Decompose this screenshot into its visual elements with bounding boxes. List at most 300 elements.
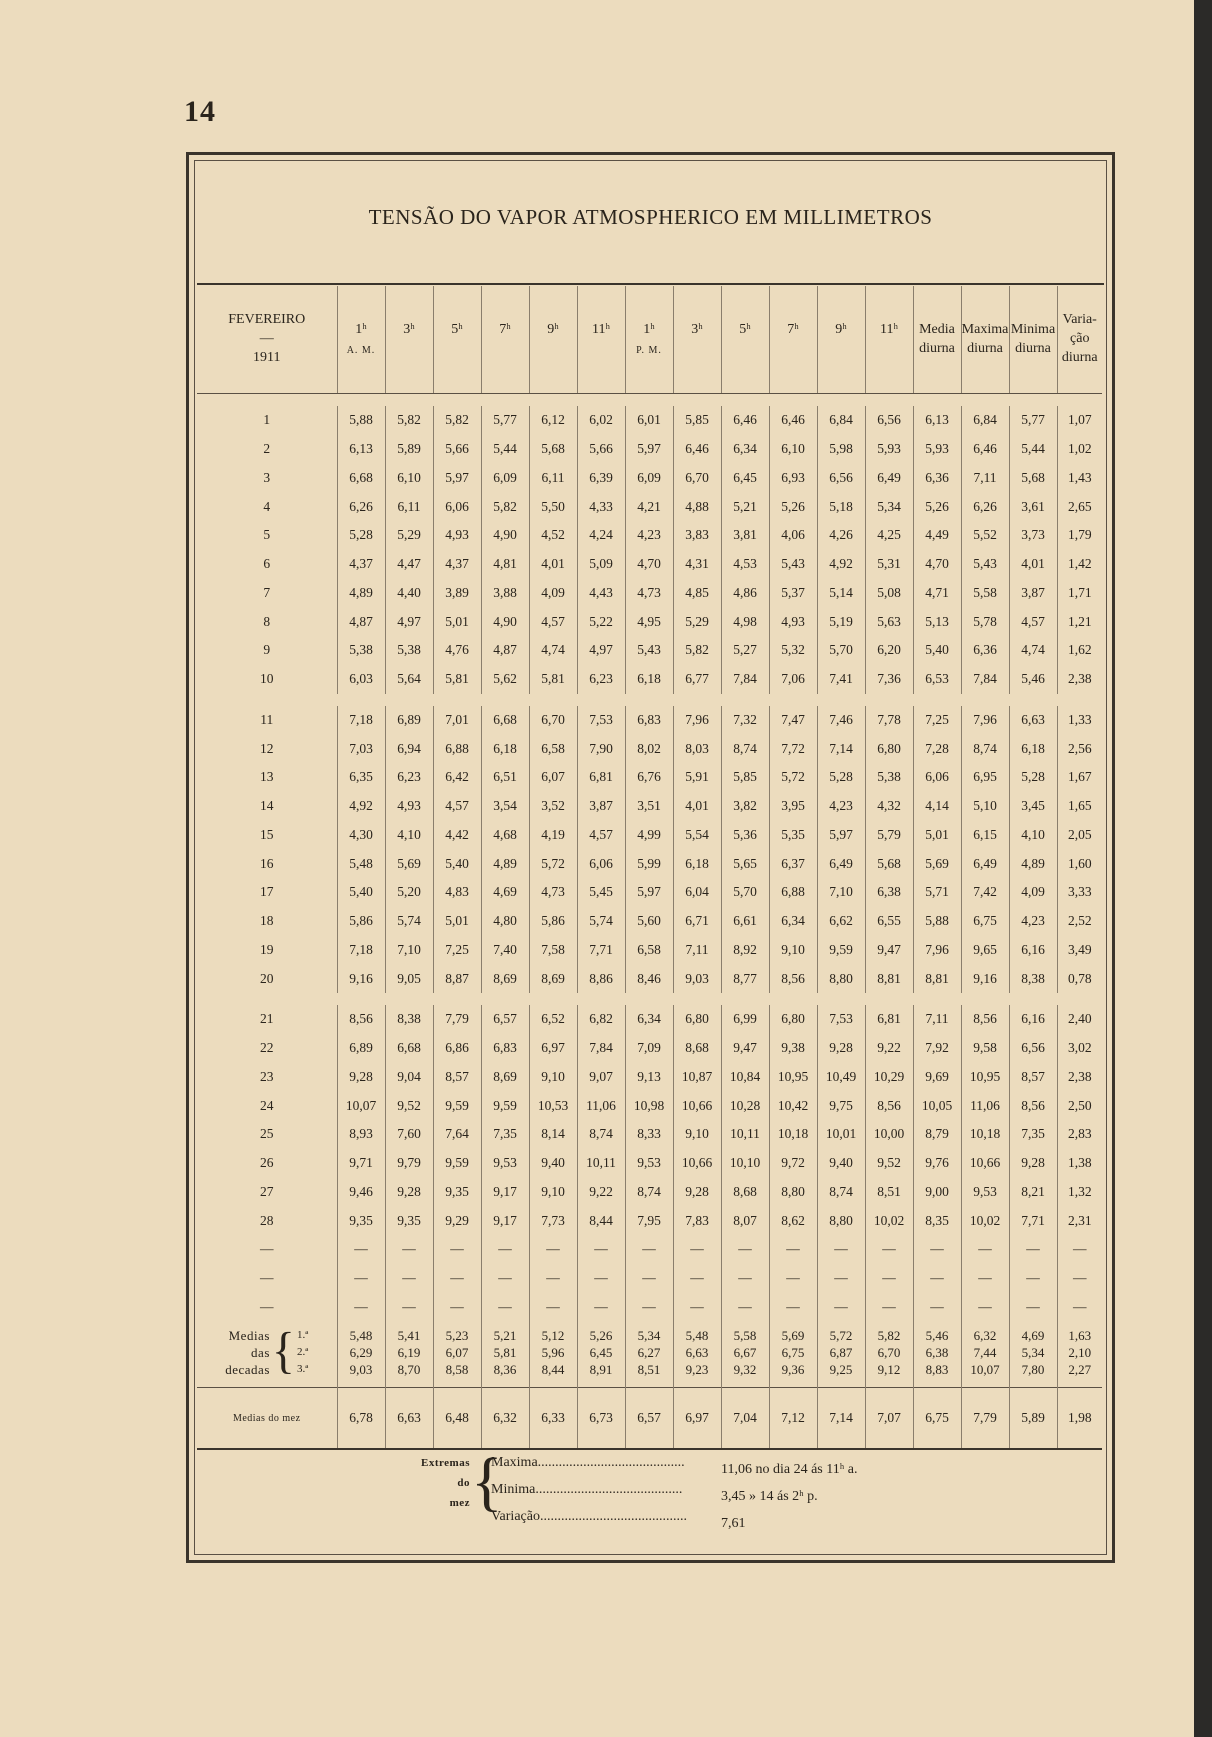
value-cell: 7,35 bbox=[481, 1120, 529, 1149]
value-cell: 10,18 bbox=[961, 1120, 1009, 1149]
table-row bbox=[197, 849, 1102, 878]
value-cell: 6,10 bbox=[385, 464, 433, 493]
value-cell: 7,25 bbox=[913, 706, 961, 735]
value-cell: 5,78 bbox=[961, 607, 1009, 636]
value-cell: 6,93 bbox=[769, 464, 817, 493]
decade-mean-cell: 5,82 6,70 9,12 bbox=[865, 1321, 913, 1388]
value-cell: 8,74 bbox=[577, 1120, 625, 1149]
value-cell: 5,86 bbox=[337, 907, 385, 936]
hour-header: 7ʰ bbox=[769, 286, 817, 394]
value-cell: 6,68 bbox=[385, 1034, 433, 1063]
table-row bbox=[197, 763, 1102, 792]
month-mean-cell: 6,33 bbox=[529, 1388, 577, 1450]
value-cell: 1,79 bbox=[1057, 521, 1102, 550]
page-number: 14 bbox=[184, 95, 216, 128]
value-cell: 5,40 bbox=[433, 849, 481, 878]
value-cell: 4,92 bbox=[817, 550, 865, 579]
value-cell: 9,47 bbox=[721, 1034, 769, 1063]
value-cell: — bbox=[865, 1264, 913, 1293]
stat-header-max: Maxima diurna bbox=[961, 286, 1009, 394]
value-cell: 7,35 bbox=[1009, 1120, 1057, 1149]
day-cell: — bbox=[260, 1298, 274, 1314]
value-cell: 5,97 bbox=[625, 878, 673, 907]
stat-header-variation: Varia-ção diurna bbox=[1057, 286, 1102, 394]
value-cell: 5,74 bbox=[577, 907, 625, 936]
value-cell: 5,81 bbox=[433, 665, 481, 694]
month-header bbox=[197, 286, 337, 394]
value-cell: 5,38 bbox=[865, 763, 913, 792]
value-cell: 5,60 bbox=[625, 907, 673, 936]
value-cell: 4,09 bbox=[529, 579, 577, 608]
value-cell: 6,09 bbox=[481, 464, 529, 493]
value-cell: 5,68 bbox=[1009, 464, 1057, 493]
value-cell: 5,01 bbox=[433, 907, 481, 936]
value-cell: 7,71 bbox=[577, 936, 625, 965]
value-cell: — bbox=[961, 1293, 1009, 1322]
value-cell: 7,11 bbox=[913, 1005, 961, 1034]
value-cell: 5,68 bbox=[865, 849, 913, 878]
value-cell: 8,87 bbox=[433, 964, 481, 993]
stat-header-mean: Media diurna bbox=[913, 286, 961, 394]
value-cell: 8,57 bbox=[433, 1063, 481, 1092]
value-cell: 6,83 bbox=[625, 706, 673, 735]
value-cell: 7,78 bbox=[865, 706, 913, 735]
value-cell: 4,97 bbox=[577, 636, 625, 665]
value-cell: 6,42 bbox=[433, 763, 481, 792]
table-row bbox=[197, 1235, 1102, 1264]
value-cell: 8,80 bbox=[817, 964, 865, 993]
value-cell: 0,78 bbox=[1057, 964, 1102, 993]
value-cell: 5,68 bbox=[529, 435, 577, 464]
value-cell: 7,53 bbox=[817, 1005, 865, 1034]
value-cell: 3,61 bbox=[1009, 492, 1057, 521]
day-cell: 19 bbox=[260, 941, 274, 957]
value-cell: 6,23 bbox=[385, 763, 433, 792]
value-cell: 4,47 bbox=[385, 550, 433, 579]
value-cell: 9,22 bbox=[577, 1178, 625, 1207]
value-cell: — bbox=[529, 1264, 577, 1293]
value-cell: 7,83 bbox=[673, 1206, 721, 1235]
value-cell: 9,75 bbox=[817, 1091, 865, 1120]
day-cell: 7 bbox=[263, 584, 271, 600]
table-row bbox=[197, 792, 1102, 821]
month-mean-cell: 6,63 bbox=[385, 1388, 433, 1450]
day-cell: 22 bbox=[260, 1040, 274, 1056]
day-cell: 21 bbox=[260, 1011, 274, 1027]
value-cell: 6,56 bbox=[865, 406, 913, 435]
value-cell: 8,80 bbox=[817, 1206, 865, 1235]
value-cell: 2,50 bbox=[1057, 1091, 1102, 1120]
value-cell: 5,28 bbox=[1009, 763, 1057, 792]
table-row bbox=[197, 1120, 1102, 1149]
value-cell: — bbox=[865, 1293, 913, 1322]
table-row bbox=[197, 1034, 1102, 1063]
value-cell: 6,84 bbox=[961, 406, 1009, 435]
value-cell: — bbox=[1057, 1235, 1102, 1264]
value-cell: 6,02 bbox=[577, 406, 625, 435]
value-cell: 9,17 bbox=[481, 1178, 529, 1207]
value-cell: 6,56 bbox=[817, 464, 865, 493]
value-cell: 4,30 bbox=[337, 821, 385, 850]
decade-mean-cell: 5,48 6,63 9,23 bbox=[673, 1321, 721, 1388]
value-cell: 9,35 bbox=[385, 1206, 433, 1235]
value-cell: — bbox=[337, 1235, 385, 1264]
value-cell: — bbox=[385, 1264, 433, 1293]
value-cell: 5,72 bbox=[769, 763, 817, 792]
value-cell: 7,03 bbox=[337, 734, 385, 763]
value-cell: 1,43 bbox=[1057, 464, 1102, 493]
value-cell: 6,18 bbox=[1009, 734, 1057, 763]
value-cell: 8,38 bbox=[1009, 964, 1057, 993]
value-cell: 6,52 bbox=[529, 1005, 577, 1034]
value-cell: 6,13 bbox=[913, 406, 961, 435]
value-cell: 1,21 bbox=[1057, 607, 1102, 636]
value-cell: 2,31 bbox=[1057, 1206, 1102, 1235]
table-row bbox=[197, 464, 1102, 493]
value-cell: 7,41 bbox=[817, 665, 865, 694]
hour-header: 1ʰ P. M. bbox=[625, 286, 673, 394]
value-cell: 5,40 bbox=[913, 636, 961, 665]
value-cell: 6,04 bbox=[673, 878, 721, 907]
value-cell: 7,53 bbox=[577, 706, 625, 735]
value-cell: 7,18 bbox=[337, 706, 385, 735]
value-cell: 8,33 bbox=[625, 1120, 673, 1149]
table-row bbox=[197, 1206, 1102, 1235]
value-cell: 4,10 bbox=[1009, 821, 1057, 850]
value-cell: 4,76 bbox=[433, 636, 481, 665]
day-cell: 23 bbox=[260, 1068, 274, 1084]
table-row bbox=[197, 936, 1102, 965]
value-cell: 5,29 bbox=[673, 607, 721, 636]
table-row bbox=[197, 964, 1102, 993]
value-cell: 10,66 bbox=[673, 1149, 721, 1178]
value-cell: 6,55 bbox=[865, 907, 913, 936]
value-cell: 5,44 bbox=[481, 435, 529, 464]
day-cell: 5 bbox=[263, 527, 271, 543]
value-cell: — bbox=[577, 1264, 625, 1293]
value-cell: 5,54 bbox=[673, 821, 721, 850]
value-cell: 6,07 bbox=[529, 763, 577, 792]
value-cell: — bbox=[913, 1235, 961, 1264]
value-cell: 6,13 bbox=[337, 435, 385, 464]
value-cell: 7,14 bbox=[817, 734, 865, 763]
value-cell: 5,93 bbox=[913, 435, 961, 464]
value-cell: 5,21 bbox=[721, 492, 769, 521]
table-row bbox=[197, 907, 1102, 936]
value-cell: 3,95 bbox=[769, 792, 817, 821]
day-cell: 10 bbox=[260, 671, 274, 687]
value-cell: 4,40 bbox=[385, 579, 433, 608]
value-cell: 9,53 bbox=[625, 1149, 673, 1178]
decade-mean-cell: 5,34 6,27 8,51 bbox=[625, 1321, 673, 1388]
value-cell: 6,18 bbox=[625, 665, 673, 694]
value-cell: 5,85 bbox=[721, 763, 769, 792]
value-cell: 5,99 bbox=[625, 849, 673, 878]
value-cell: 8,68 bbox=[721, 1178, 769, 1207]
value-cell: 9,38 bbox=[769, 1034, 817, 1063]
table-row bbox=[197, 706, 1102, 735]
hour-header: 9ʰ bbox=[817, 286, 865, 394]
value-cell: 3,54 bbox=[481, 792, 529, 821]
table-title: TENSÃO DO VAPOR ATMOSPHERICO EM MILLIMETROS bbox=[368, 205, 933, 229]
value-cell: 4,99 bbox=[625, 821, 673, 850]
value-cell: 4,71 bbox=[913, 579, 961, 608]
value-cell: 3,87 bbox=[577, 792, 625, 821]
value-cell: 9,65 bbox=[961, 936, 1009, 965]
value-cell: 10,05 bbox=[913, 1091, 961, 1120]
extremes-rows bbox=[491, 1453, 857, 1534]
value-cell: — bbox=[817, 1235, 865, 1264]
day-cell: 15 bbox=[260, 826, 274, 842]
value-cell: 6,36 bbox=[913, 464, 961, 493]
month-mean-cell: 6,97 bbox=[673, 1388, 721, 1450]
value-cell: 8,07 bbox=[721, 1206, 769, 1235]
value-cell: 4,73 bbox=[625, 579, 673, 608]
value-cell: 6,71 bbox=[673, 907, 721, 936]
value-cell: 6,38 bbox=[865, 878, 913, 907]
value-cell: 4,87 bbox=[481, 636, 529, 665]
value-cell: 6,83 bbox=[481, 1034, 529, 1063]
value-cell: 8,81 bbox=[913, 964, 961, 993]
value-cell: 5,28 bbox=[337, 521, 385, 550]
value-cell: 5,13 bbox=[913, 607, 961, 636]
value-cell: 6,81 bbox=[865, 1005, 913, 1034]
value-cell: 4,32 bbox=[865, 792, 913, 821]
value-cell: 2,83 bbox=[1057, 1120, 1102, 1149]
value-cell: 7,71 bbox=[1009, 1206, 1057, 1235]
month-dash: — bbox=[259, 331, 274, 347]
value-cell: 6,11 bbox=[529, 464, 577, 493]
value-cell: 4,06 bbox=[769, 521, 817, 550]
value-cell: 5,14 bbox=[817, 579, 865, 608]
value-cell: 7,84 bbox=[577, 1034, 625, 1063]
value-cell: 6,62 bbox=[817, 907, 865, 936]
month-mean-cell: 5,89 bbox=[1009, 1388, 1057, 1450]
value-cell: 7,46 bbox=[817, 706, 865, 735]
value-cell: 8,21 bbox=[1009, 1178, 1057, 1207]
value-cell: 8,74 bbox=[817, 1178, 865, 1207]
value-cell: 6,88 bbox=[433, 734, 481, 763]
value-cell: — bbox=[1009, 1264, 1057, 1293]
decade-mean-cell: 5,46 6,38 8,83 bbox=[913, 1321, 961, 1388]
value-cell: 7,84 bbox=[721, 665, 769, 694]
value-cell: 6,09 bbox=[625, 464, 673, 493]
value-cell: 5,20 bbox=[385, 878, 433, 907]
month-name: FEVEREIRO bbox=[228, 312, 306, 328]
value-cell: 4,09 bbox=[1009, 878, 1057, 907]
value-cell: 6,23 bbox=[577, 665, 625, 694]
value-cell: 8,46 bbox=[625, 964, 673, 993]
value-cell: 5,38 bbox=[385, 636, 433, 665]
extreme-max-row: Maxima.......................................... 11,06 no dia 24 ás 11ʰ a. bbox=[491, 1455, 858, 1477]
extreme-variation-row: Variação.......................................... 7,61 bbox=[491, 1509, 746, 1531]
value-cell: — bbox=[673, 1293, 721, 1322]
value-cell: 10,29 bbox=[865, 1063, 913, 1092]
value-cell: 5,50 bbox=[529, 492, 577, 521]
value-cell: 5,74 bbox=[385, 907, 433, 936]
table-row bbox=[197, 550, 1102, 579]
value-cell: 5,01 bbox=[433, 607, 481, 636]
value-cell: 5,70 bbox=[721, 878, 769, 907]
value-cell: 7,28 bbox=[913, 734, 961, 763]
value-cell: 5,69 bbox=[385, 849, 433, 878]
brace: { bbox=[471, 1445, 503, 1518]
value-cell: 5,77 bbox=[481, 406, 529, 435]
value-cell: 5,09 bbox=[577, 550, 625, 579]
value-cell: — bbox=[721, 1293, 769, 1322]
day-cell: 11 bbox=[260, 711, 274, 727]
value-cell: 4,01 bbox=[1009, 550, 1057, 579]
table-frame bbox=[186, 152, 1115, 1563]
value-cell: 8,69 bbox=[481, 964, 529, 993]
value-cell: 5,18 bbox=[817, 492, 865, 521]
value-cell: 9,59 bbox=[433, 1091, 481, 1120]
value-cell: 5,26 bbox=[769, 492, 817, 521]
value-cell: 5,01 bbox=[913, 821, 961, 850]
value-cell: — bbox=[769, 1293, 817, 1322]
value-cell: 8,68 bbox=[673, 1034, 721, 1063]
value-cell: 6,20 bbox=[865, 636, 913, 665]
value-cell: 10,18 bbox=[769, 1120, 817, 1149]
decade-mean-cell: 5,69 6,75 9,36 bbox=[769, 1321, 817, 1388]
day-cell: 1 bbox=[263, 412, 271, 428]
value-cell: 7,10 bbox=[385, 936, 433, 965]
decade-mean-cell: 5,41 6,19 8,70 bbox=[385, 1321, 433, 1388]
value-cell: 4,93 bbox=[385, 792, 433, 821]
value-cell: 4,10 bbox=[385, 821, 433, 850]
value-cell: 10,28 bbox=[721, 1091, 769, 1120]
value-cell: 6,06 bbox=[913, 763, 961, 792]
value-cell: 4,43 bbox=[577, 579, 625, 608]
value-cell: — bbox=[577, 1293, 625, 1322]
value-cell: 4,23 bbox=[817, 792, 865, 821]
value-cell: 7,96 bbox=[961, 706, 1009, 735]
value-cell: 7,95 bbox=[625, 1206, 673, 1235]
value-cell: 6,77 bbox=[673, 665, 721, 694]
value-cell: 4,92 bbox=[337, 792, 385, 821]
hour-header: 5ʰ bbox=[433, 286, 481, 394]
decade-mean-cell: 4,69 5,34 7,80 bbox=[1009, 1321, 1057, 1388]
value-cell: — bbox=[337, 1293, 385, 1322]
value-cell: 10,42 bbox=[769, 1091, 817, 1120]
value-cell: — bbox=[625, 1264, 673, 1293]
value-cell: 2,52 bbox=[1057, 907, 1102, 936]
value-cell: 8,81 bbox=[865, 964, 913, 993]
value-cell: 5,28 bbox=[817, 763, 865, 792]
value-cell: 6,37 bbox=[769, 849, 817, 878]
title-divider bbox=[197, 283, 1104, 285]
value-cell: 5,77 bbox=[1009, 406, 1057, 435]
value-cell: 4,97 bbox=[385, 607, 433, 636]
value-cell: 8,56 bbox=[1009, 1091, 1057, 1120]
value-cell: 10,02 bbox=[865, 1206, 913, 1235]
value-cell: 5,43 bbox=[625, 636, 673, 665]
decade-3-body bbox=[197, 1005, 1102, 1321]
value-cell: 4,21 bbox=[625, 492, 673, 521]
value-cell: 3,52 bbox=[529, 792, 577, 821]
value-cell: 4,70 bbox=[625, 550, 673, 579]
value-cell: 3,83 bbox=[673, 521, 721, 550]
value-cell: 4,89 bbox=[1009, 849, 1057, 878]
value-cell: 5,71 bbox=[913, 878, 961, 907]
value-cell: 9,10 bbox=[529, 1063, 577, 1092]
value-cell: 9,29 bbox=[433, 1206, 481, 1235]
value-cell: 4,69 bbox=[481, 878, 529, 907]
value-cell: 7,11 bbox=[673, 936, 721, 965]
value-cell: 10,07 bbox=[337, 1091, 385, 1120]
value-cell: — bbox=[961, 1264, 1009, 1293]
value-cell: 9,10 bbox=[769, 936, 817, 965]
table-row bbox=[197, 492, 1102, 521]
month-mean-cell: 6,48 bbox=[433, 1388, 481, 1450]
value-cell: 8,03 bbox=[673, 734, 721, 763]
hour-header: 3ʰ bbox=[385, 286, 433, 394]
value-cell: 4,93 bbox=[769, 607, 817, 636]
value-cell: — bbox=[721, 1264, 769, 1293]
decade-mean-cell: 5,23 6,07 8,58 bbox=[433, 1321, 481, 1388]
value-cell: — bbox=[1057, 1293, 1102, 1322]
value-cell: 3,87 bbox=[1009, 579, 1057, 608]
value-cell: 9,52 bbox=[865, 1149, 913, 1178]
table-row bbox=[197, 636, 1102, 665]
day-cell: 14 bbox=[260, 798, 274, 814]
value-cell: 3,02 bbox=[1057, 1034, 1102, 1063]
value-cell: 8,56 bbox=[769, 964, 817, 993]
table-row bbox=[197, 435, 1102, 464]
value-cell: 7,09 bbox=[625, 1034, 673, 1063]
value-cell: 3,88 bbox=[481, 579, 529, 608]
value-cell: 9,35 bbox=[433, 1178, 481, 1207]
day-cell: 13 bbox=[260, 769, 274, 785]
value-cell: 9,53 bbox=[961, 1178, 1009, 1207]
value-cell: 5,89 bbox=[385, 435, 433, 464]
value-cell: 3,82 bbox=[721, 792, 769, 821]
value-cell: 1,42 bbox=[1057, 550, 1102, 579]
value-cell: 6,46 bbox=[673, 435, 721, 464]
value-cell: 9,00 bbox=[913, 1178, 961, 1207]
extreme-min-row: Minima.......................................... 3,45 » 14 ás 2ʰ p. bbox=[491, 1482, 818, 1504]
table-row bbox=[197, 734, 1102, 763]
day-cell: 20 bbox=[260, 970, 274, 986]
value-cell: 11,06 bbox=[577, 1091, 625, 1120]
value-cell: 5,35 bbox=[769, 821, 817, 850]
day-cell: 25 bbox=[260, 1126, 274, 1142]
value-cell: 10,10 bbox=[721, 1149, 769, 1178]
value-cell: 6,16 bbox=[1009, 1005, 1057, 1034]
value-cell: 9,28 bbox=[1009, 1149, 1057, 1178]
value-cell: — bbox=[481, 1293, 529, 1322]
value-cell: 7,73 bbox=[529, 1206, 577, 1235]
value-cell: 4,33 bbox=[577, 492, 625, 521]
value-cell: — bbox=[625, 1235, 673, 1264]
value-cell: 5,81 bbox=[529, 665, 577, 694]
value-cell: 5,26 bbox=[913, 492, 961, 521]
decade-means-label: Medias das decadas { 1.ª 2.ª 3.ª bbox=[225, 1322, 309, 1379]
value-cell: 4,83 bbox=[433, 878, 481, 907]
value-cell: 9,28 bbox=[673, 1178, 721, 1207]
value-cell: 6,68 bbox=[481, 706, 529, 735]
value-cell: 1,32 bbox=[1057, 1178, 1102, 1207]
value-cell: 9,05 bbox=[385, 964, 433, 993]
value-cell: 4,57 bbox=[577, 821, 625, 850]
day-cell: 16 bbox=[260, 855, 274, 871]
value-cell: 4,57 bbox=[433, 792, 481, 821]
value-cell: 7,01 bbox=[433, 706, 481, 735]
value-cell: 5,82 bbox=[433, 406, 481, 435]
value-cell: 5,36 bbox=[721, 821, 769, 850]
day-cell: 24 bbox=[260, 1097, 274, 1113]
day-cell: 4 bbox=[263, 498, 271, 514]
